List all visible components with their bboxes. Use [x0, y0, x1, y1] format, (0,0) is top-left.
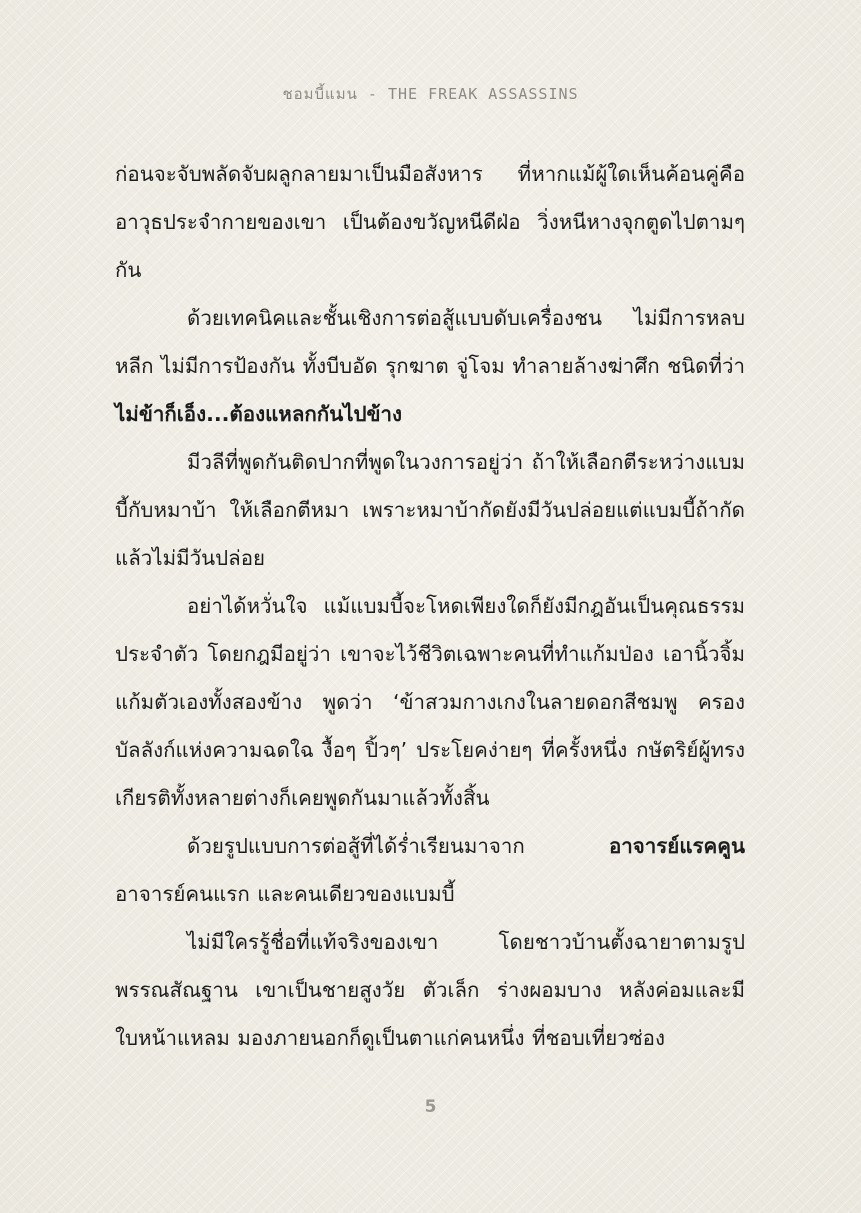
paragraph	[115, 822, 745, 918]
paragraph	[115, 294, 745, 438]
paragraph-text: ด้วยรูปแบบการต่อสู้ที่ได้ร่ำเรียนมาจาก	[187, 834, 609, 858]
paragraph-text: อย่าได้หวั่นใจ แม้แบมบี้จะโหดเพียงใดก็ยังมีกฎอันเป็นคุณธรรมประจำตัว โดยกฎมีอยู่ว่า เขาจะไว้ชีวิตเฉพาะคนที่ทำแก้มป่อง เอานิ้วจิ้มแก้มตัวเองทั้งสองข้าง พูดว่า ‘ข้าสวมกางเกงในลายดอกสีชมพู ครองบัลลังก์แห่งความฉดใฉ งื้อๆ ปิ้วๆ’ ประโยคง่ายๆ ที่ครั้งหนึ่ง กษัตริย์ผู้ทรงเกียรติทั้งหลายต่างก็เคยพูดกันมาแล้วทั้งสิ้น	[115, 594, 745, 810]
running-header: ชอมบี้แมน - THE FREAK ASSASSINS	[282, 85, 579, 103]
page-number: 5	[424, 1097, 437, 1117]
paragraph-text: มีวลีที่พูดกันติดปากที่พูดในวงการอยู่ว่า ถ้าให้เลือกตีระหว่างแบมบี้กับหมาบ้า ให้เลือกตีหมา เพราะหมาบ้ากัดยังมีวันปล่อยแต่แบมบี้ถ้ากัดแล้วไม่มีวันปล่อย	[115, 450, 745, 570]
paragraph-text: ไม่มีใครรู้ชื่อที่แท้จริงของเขา โดยชาวบ้านตั้งฉายาตามรูปพรรณสัณฐาน เขาเป็นชายสูงวัย ตัวเล็ก ร่างผอมบาง หลังค่อมและมีใบหน้าแหลม มองภายนอกก็ดูเป็นตาแก่คนหนึ่ง ที่ชอบเที่ยวซ่อง	[115, 930, 745, 1050]
body-text	[115, 150, 745, 1062]
paragraph	[115, 438, 745, 582]
paragraph-text: อาจารย์คนแรก และคนเดียวของแบมบี้	[115, 882, 455, 906]
teacher-name-emphasis: อาจารย์แรคคูน	[608, 834, 745, 858]
paragraph	[115, 582, 745, 822]
paragraph	[115, 918, 745, 1062]
paragraph-text: ด้วยเทคนิคและชั้นเชิงการต่อสู้แบบดับเครื่องชน ไม่มีการหลบหลีก ไม่มีการป้องกัน ทั้งบีบอัด รุกฆาต จู่โจม ทำลายล้างฆ่าศึก ชนิดที่ว่า	[115, 306, 745, 378]
paragraph-text: ก่อนจะจับพลัดจับผลูกลายมาเป็นมือสังหาร ที่หากแม้ผู้ใดเห็นค้อนคู่คืออาวุธประจำกายของเขา เป็นต้องขวัญหนีดีฝ่อ วิ่งหนีหางจุกตูดไปตามๆ กัน	[115, 162, 745, 282]
paragraph	[115, 150, 745, 294]
emphasis-text: ไม่ข้าก็เอ็ง...ต้องแหลกกันไปข้าง	[115, 402, 403, 426]
